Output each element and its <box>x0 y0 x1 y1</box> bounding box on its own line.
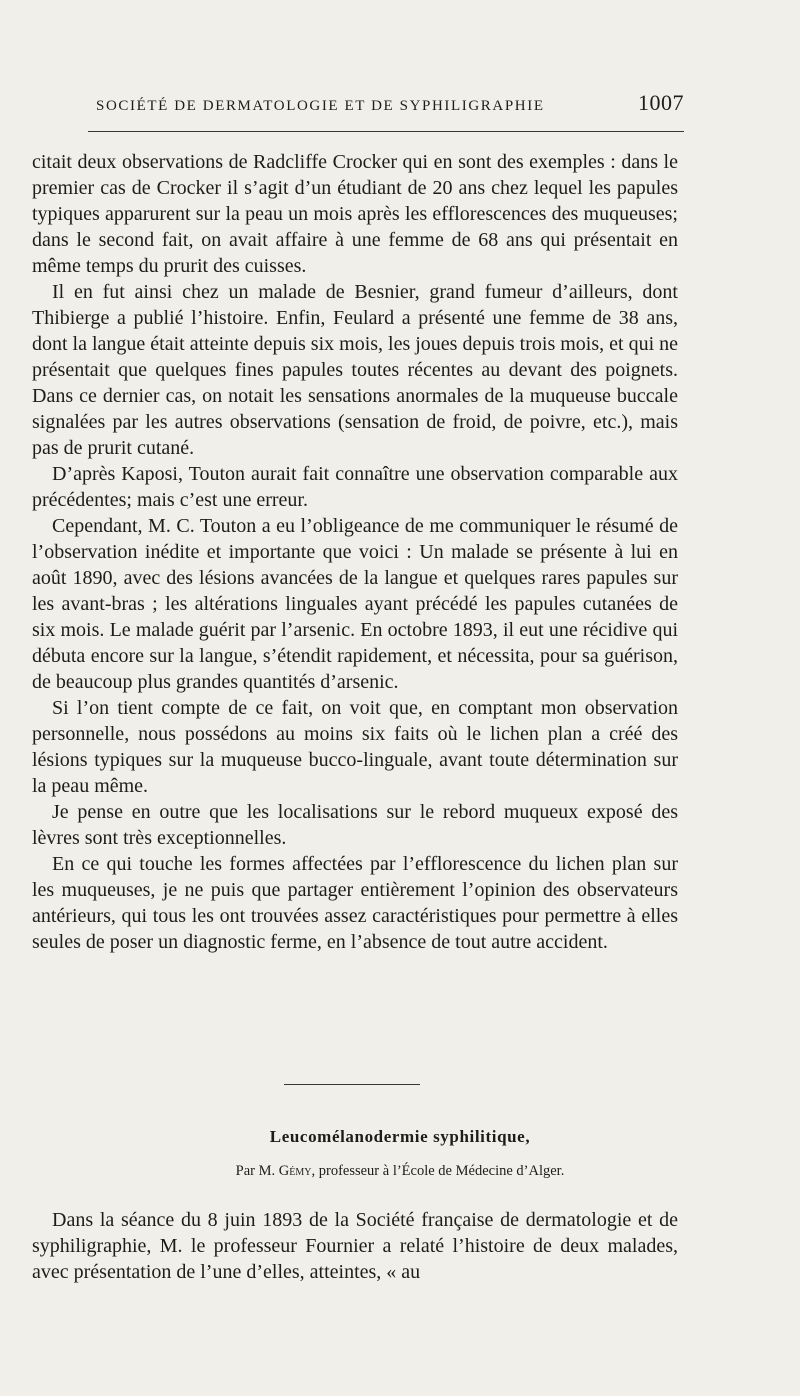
byline <box>0 1163 800 1180</box>
running-title: SOCIÉTÉ DE DERMATOLOGIE ET DE SYPHILIGRAPHIE <box>96 98 545 114</box>
header-rule <box>88 131 684 132</box>
continued-text <box>32 149 678 955</box>
paragraph-conclusion: En ce qui touche les formes affectées par l’efflorescence du lichen plan sur les muqueuses, je ne puis que partager entièrement l’opinion des observateurs antérieurs, qui tous les ont trouvées assez caractéristiques pour permettre à elles seules de poser un diagnostic ferme, en l’absence de tout autre accident. <box>32 853 678 953</box>
paragraph-besnier: Il en fut ainsi chez un malade de Besnier, grand fumeur d’ailleurs, dont Thibierge a publié l’histoire. Enfin, Feulard a présenté une femme de 38 ans, dont la langue était atteinte depuis six mois, les joues depuis trois mois, et qui ne présentait que quelques fines papules toutes récentes au devant des poignets. Dans ce dernier cas, on notait les sensations anormales de la muqueuse buccale signalées par les autres observations (sensation de froid, de poivre, etc.), mais pas de prurit cutané. <box>32 281 679 459</box>
byline-prefix: Par M. <box>235 1163 276 1179</box>
article-title: Leucomélanodermie syphilitique, <box>269 1127 531 1146</box>
paragraph-opening: Dans la séance du 8 juin 1893 de la Société française de dermatologie et de syphiligraphie, M. le professeur Fournier a relaté l’histoire de deux malades, avec présentation de l’une d’elles, atteintes, « au <box>32 1209 678 1283</box>
paragraph-levres: Je pense en outre que les localisations sur le rebord muqueux exposé des lèvres sont très exceptionnelles. <box>32 801 678 849</box>
paragraph-touton: Cependant, M. C. Touton a eu l’obligeance de me communiquer le résumé de l’observation inédite et importante que voici : Un malade se présente à lui en août 1890, avec des lésions avancées de la langue et quelques rares papules sur les avant-bras ; les altérations linguales ayant précédé les papules cutanées de six mois. Le malade guérit par l’arsenic. En octobre 1893, il eut une récidive qui débuta encore sur la langue, s’étendit rapidement, et nécessita, pour sa guérison, de beaucoup plus grandes quantités d’arsenic. <box>32 515 678 693</box>
author-name: Gémy, <box>278 1163 316 1179</box>
paragraph-crocker: citait deux observations de Radcliffe Crocker qui en sont des exemples : dans le premier cas de Crocker il s’agit d’un étudiant de 20 ans chez lequel les papules typiques apparurent sur la peau un mois après les efflorescences des muqueuses; dans le second fait, on avait affaire à une femme de 68 ans qui présentait en même temps du prurit des cuisses. <box>32 151 678 277</box>
byline-affiliation: professeur à l’École de Médecine d’Alger. <box>318 1163 565 1179</box>
paragraph-kaposi: D’après Kaposi, Touton aurait fait connaître une observation comparable aux précédentes; mais c’est une erreur. <box>32 463 678 511</box>
article-body <box>32 1207 678 1285</box>
section-divider <box>284 1084 420 1085</box>
running-head <box>96 90 684 116</box>
paragraph-six-faits: Si l’on tient compte de ce fait, on voit que, en comptant mon observation personnelle, nous possédons au moins six faits où le lichen plan a créé des lésions typiques sur la muqueuse bucco-linguale, avant toute détermination sur la peau même. <box>32 697 678 797</box>
page-number: 1007 <box>638 90 684 115</box>
